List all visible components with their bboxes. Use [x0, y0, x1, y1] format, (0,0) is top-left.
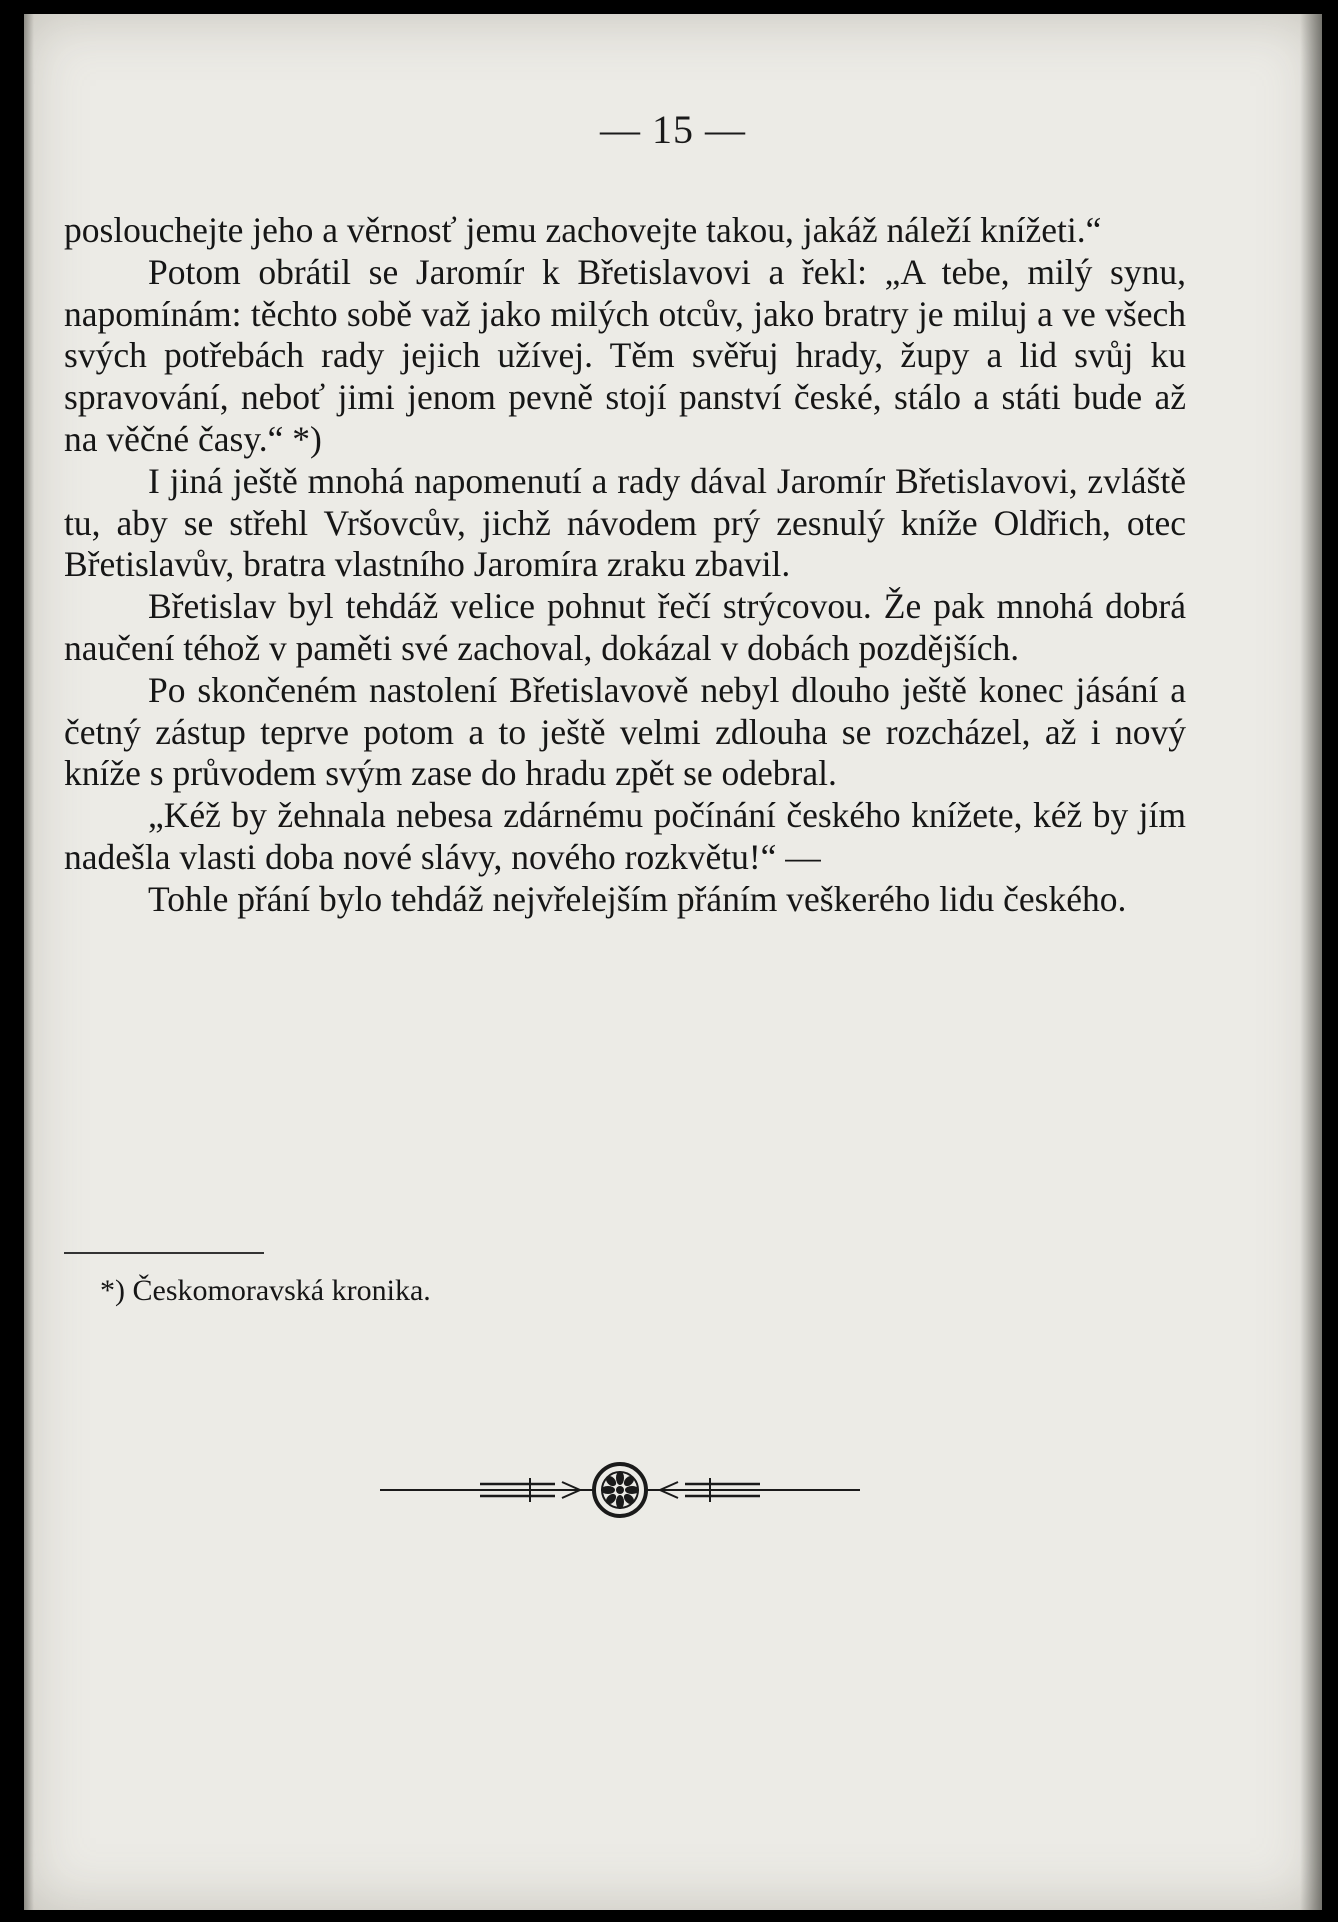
paragraph-3: I jiná ještě mnohá napomenutí a rady dával Jaromír Břetislavovi, zvláště tu, aby se střehl Vršovcův, jichž návodem prý zesnulý kníže Oldřich, otec Břetislavův, bratra vlastního Jaromíra zraku zbavil.: [64, 460, 1186, 585]
page-left-shadow: [24, 14, 34, 1910]
page-number: — 15 —: [600, 107, 746, 152]
footnote-rule: [64, 1252, 264, 1254]
paragraph-2: Potom obrátil se Jaromír k Břetislavovi a řekl: „A tebe, milý synu, napomínám: těchto sobě važ jako milých otcův, jako bratry je miluj a ve všech svých potřebách rady jejich užívej. Těm svěřuj hrady, župy a lid svůj ku spravování, neboť jimi jenom pevně stojí panství české, stálo a státi bude až na věčné časy.“ *): [64, 251, 1186, 459]
paragraph-4: Břetislav byl tehdáž velice pohnut řečí strýcovou. Že pak mnohá dobrá naučení téhož v paměti své zachoval, dokázal v dobách pozdějších.: [64, 586, 1186, 668]
page-right-shadow: [1300, 14, 1322, 1910]
book-page: [24, 14, 1322, 1910]
body-text: [64, 210, 1186, 921]
paragraph-1: poslouchejte jeho a věrnosť jemu zachovejte takou, jakáž náleží knížeti.“: [64, 210, 1102, 250]
paragraph-7: Tohle přání bylo tehdáž nejvřelejším přáním veškerého lidu českého.: [148, 878, 1127, 919]
footnote: *) Českomoravská kronika.: [100, 1274, 431, 1307]
floral-rosette-divider-icon: [380, 1454, 860, 1526]
paragraph-5: Po skončeném nastolení Břetislavově nebyl dlouho ještě konec jásání a četný zástup teprve potom a to ještě velmi zdlouha se rozcházel, až i nový kníže s průvodem svým zase do hradu zpět se odebral.: [64, 669, 1186, 794]
paragraph-6: „Kéž by žehnala nebesa zdárnému počínání českého knížete, kéž by jím nadešla vlasti doba nové slávy, nového rozkvětu!“ —: [64, 795, 1186, 877]
